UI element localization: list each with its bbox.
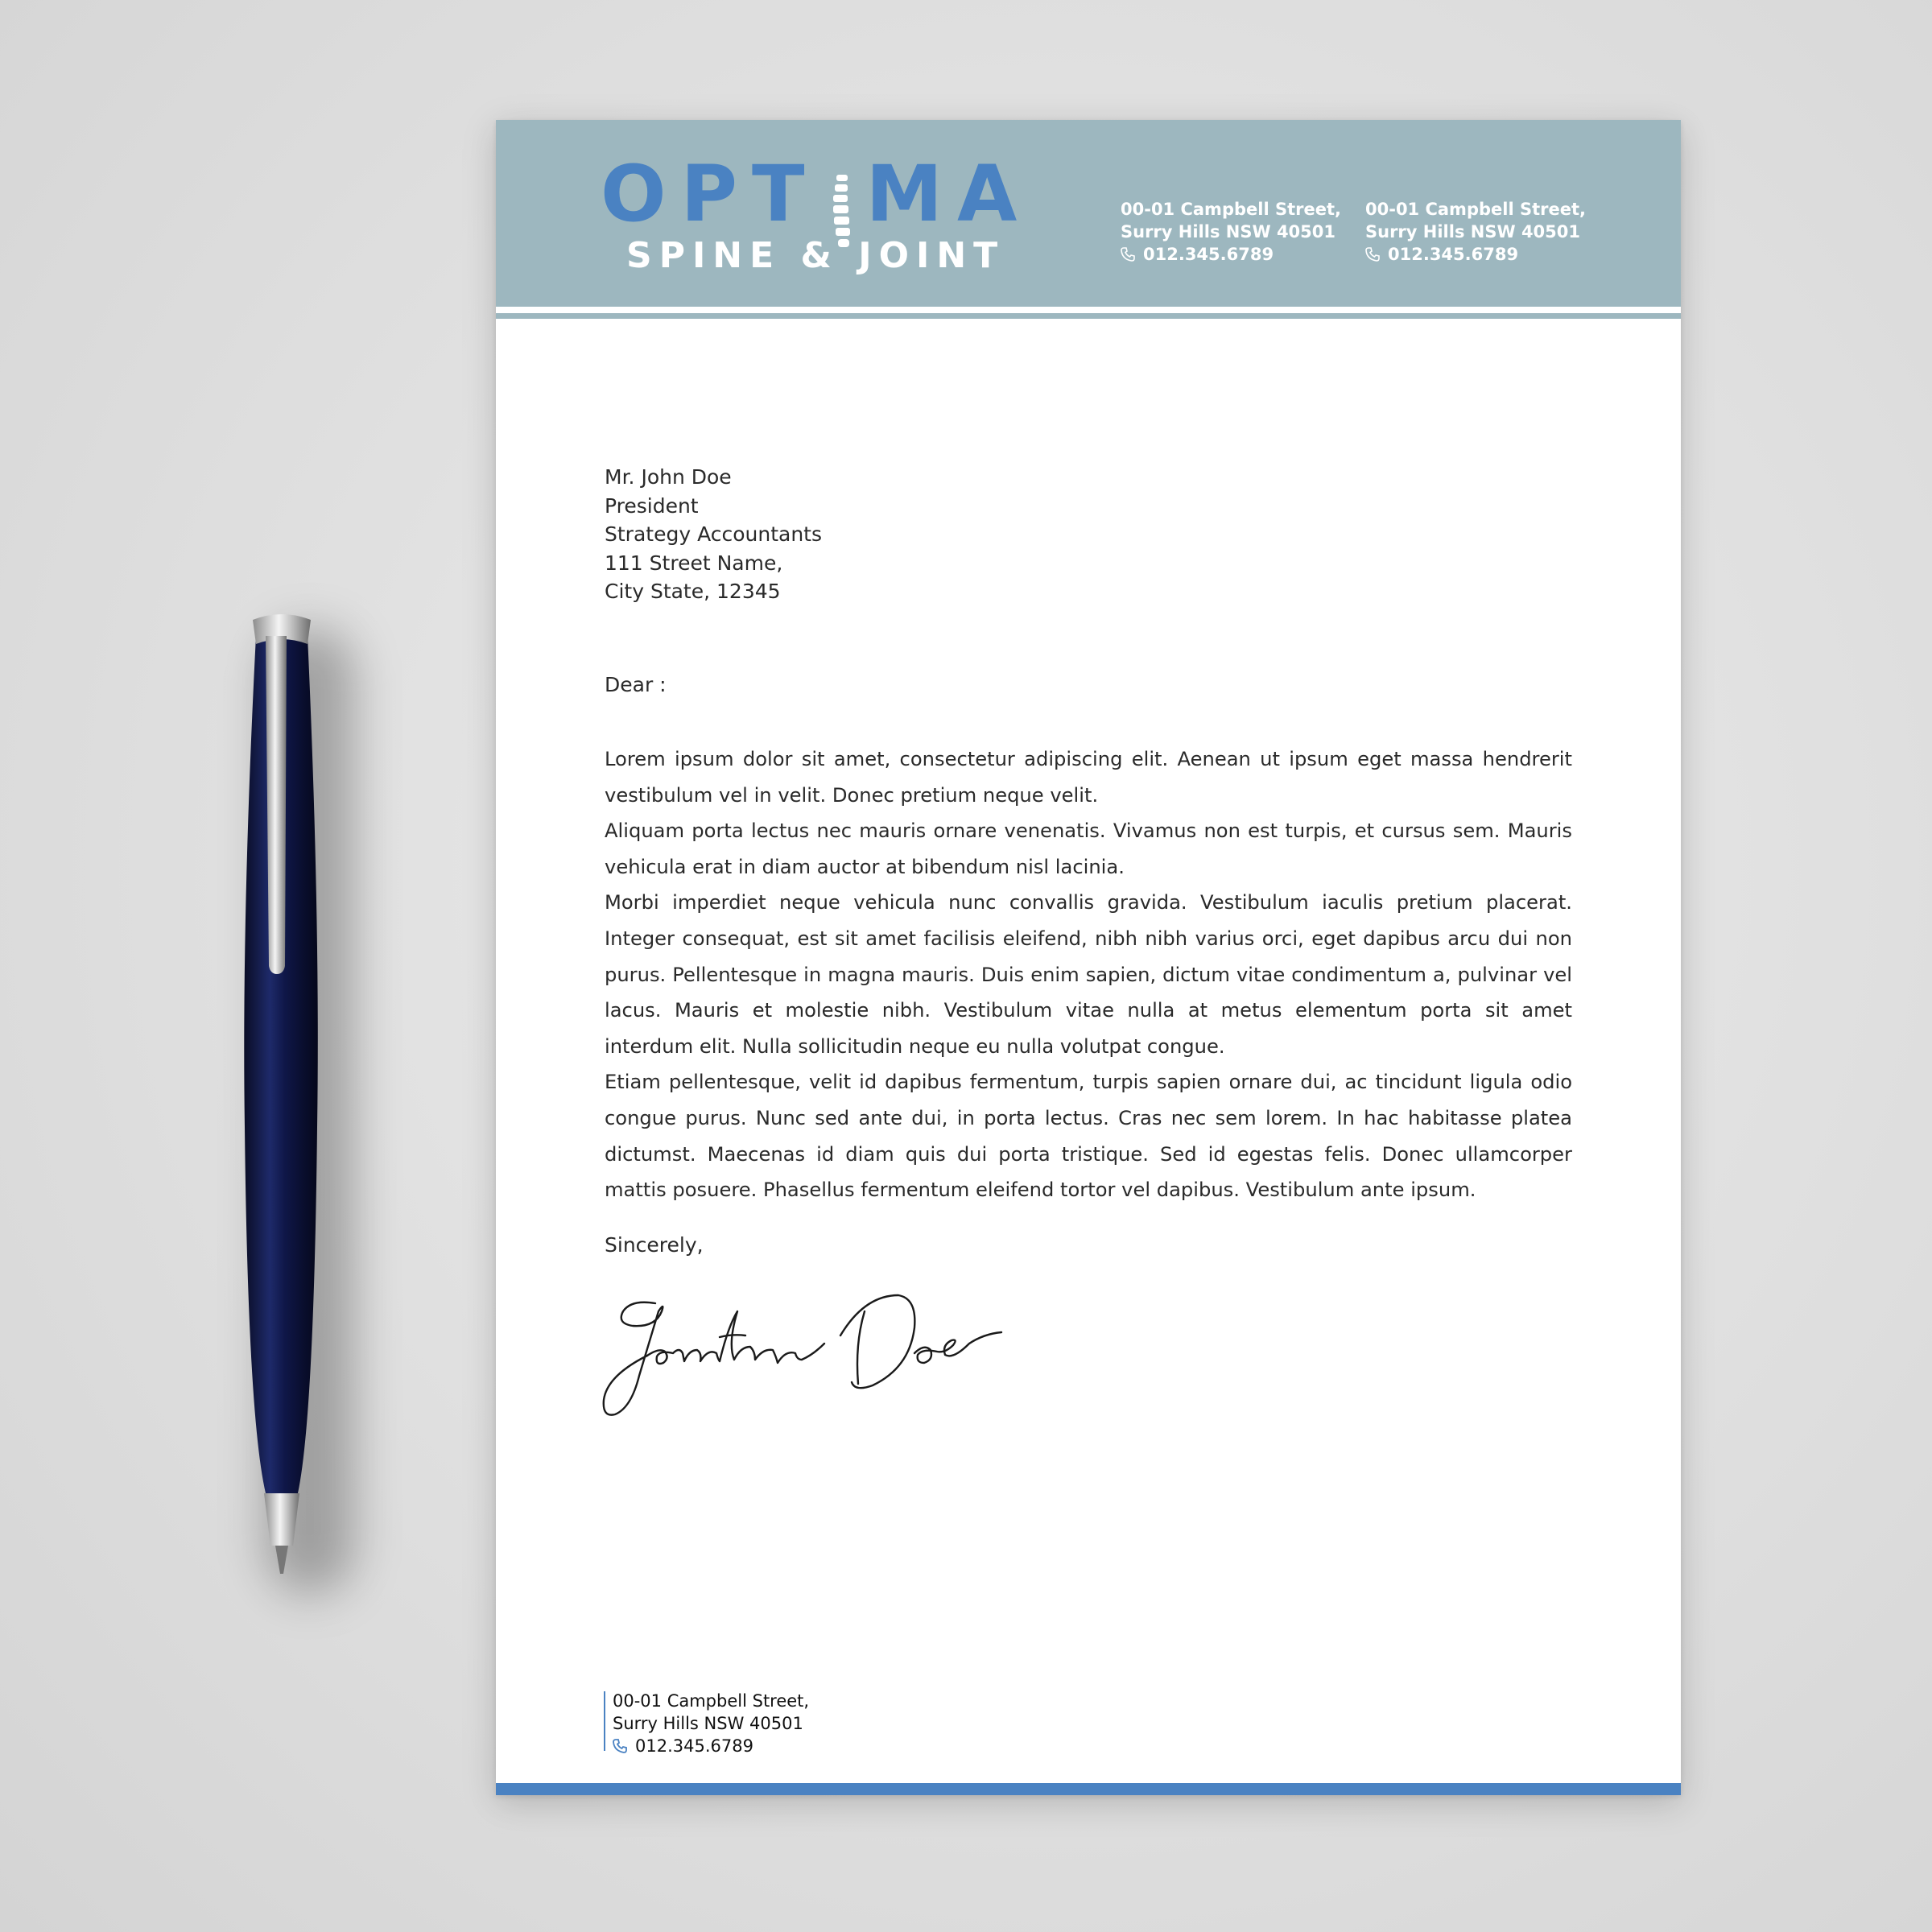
recipient-name: Mr. John Doe [605,465,732,489]
body-paragraph: Lorem ipsum dolor sit amet, consectetur adipiscing elit. Aenean ut ipsum eget massa hendrerit vestibulum vel in velit. Donec pretium neque velit. [605,748,1572,807]
recipient-company: Strategy Accountants [605,522,822,546]
header-contact-phone-line [1365,243,1607,266]
logo-text-right: MA [865,149,1032,239]
letter-body [605,741,1572,1208]
closing: Sincerely, [605,1233,704,1257]
body-paragraph: Morbi imperdiet neque vehicula nunc convallis gravida. Vestibulum iaculis pretium placerat. Integer consequat, est sit amet facilisis eleifend, nibh nibh varius orci, eget dapibus arcu dui non purus. Pellentesque in magna mauris. Duis enim sapien, dictum vitae condimentum a, pulvinar vel lacus. Mauris et molestie nibh. Vestibulum vitae nulla at metus elementum porta sit amet interdum elit. Nulla sollicitudin neque eu nulla volutpat congue. [605,891,1572,1058]
brand-logo [601,149,1032,276]
header-contact-2 [1365,198,1607,266]
letterhead-header [496,120,1681,307]
phone-icon [613,1739,627,1753]
recipient-title: President [605,493,699,518]
footer-contact [613,1690,935,1757]
footer-accent-line [604,1691,605,1751]
logo-wordmark [601,149,1032,239]
header-contact-city: Surry Hills NSW 40501 [1121,222,1336,242]
recipient-street: 111 Street Name, [605,551,783,575]
footer-phone[interactable]: 012.345.6789 [635,1736,753,1756]
header-contact-street: 00-01 Campbell Street, [1365,200,1586,219]
ballpoint-pen-icon [233,612,330,1578]
footer-phone-line [613,1735,935,1757]
footer-street: 00-01 Campbell Street, [613,1691,810,1711]
header-contact-phone[interactable]: 012.345.6789 [1143,245,1274,264]
header-divider [496,313,1681,319]
letterhead-sheet [496,120,1681,1795]
salutation: Dear : [605,673,667,696]
logo-text-left: OPT [601,149,819,239]
body-paragraph: Aliquam porta lectus nec mauris ornare venenatis. Vivamus non est turpis, et cursus sem. Mauris vehicula erat in diam auctor at bibendum nisl lacinia. [605,819,1572,878]
body-paragraph: Etiam pellentesque, velit id dapibus fermentum, turpis sapien ornare dui, ac tincidunt ligula odio congue purus. Nunc sed ante dui, in porta lectus. Cras nec sem lorem. In hac habitasse platea dictumst. Maecenas id diam quis dui porta tristique. Sed id egestas felis. Donec ullamcorper mattis posuere. Phasellus fermentum eleifend tortor vel dapibus. Vestibulum ante ipsum. [605,1071,1572,1202]
logo-tagline: SPINE & JOINT [626,235,1005,276]
header-contact-1 [1121,198,1362,266]
header-contact-phone[interactable]: 012.345.6789 [1388,245,1519,264]
header-contact-city: Surry Hills NSW 40501 [1365,222,1581,242]
recipient-address [605,463,1088,606]
phone-icon [1121,247,1135,262]
phone-icon [1365,247,1380,262]
header-contact-street: 00-01 Campbell Street, [1121,200,1341,219]
recipient-city: City State, 12345 [605,580,781,603]
footer-city: Surry Hills NSW 40501 [613,1714,803,1733]
handwritten-signature [599,1279,1018,1432]
footer-band [496,1783,1681,1795]
logo-spine-slot [819,170,865,234]
header-contact-phone-line [1121,243,1362,266]
